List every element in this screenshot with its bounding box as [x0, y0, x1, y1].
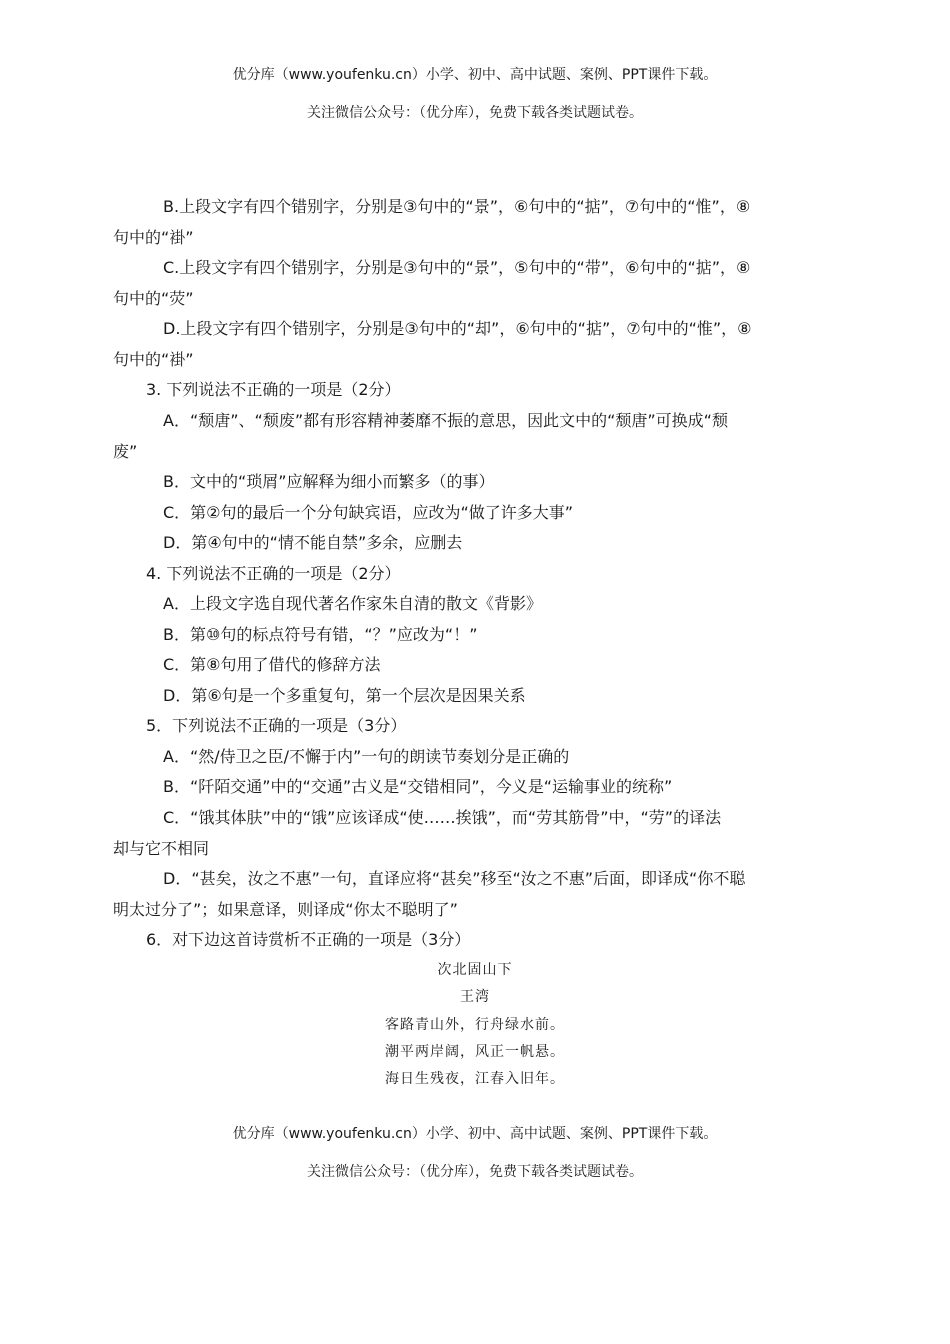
header-line-1: 优分库（www.youfenku.cn）小学、初中、高中试题、案例、PPT课件下载。: [232, 67, 718, 83]
q3-option-a-line2: 废”: [113, 442, 138, 461]
q3-option-b: B．文中的“琐屑”应解释为细小而繁多（的事）: [163, 472, 495, 491]
q5-option-d-line2: 明太过分了”；如果意译，则译成“你太不聪明了”: [113, 900, 458, 919]
q2-option-c-line1: C.上段文字有四个错别字，分别是③句中的“景”，⑤句中的“带”，⑥句中的“掂”，⑧: [163, 258, 751, 277]
q3-option-c: C．第②句的最后一个分句缺宾语，应改为“做了许多大事”: [163, 503, 574, 522]
q3-stem: 3. 下列说法不正确的一项是（2分）: [146, 380, 401, 399]
footer-line-1: 优分库（www.youfenku.cn）小学、初中、高中试题、案例、PPT课件下载。: [232, 1126, 718, 1142]
q2-option-d-line2: 句中的“褂”: [113, 350, 194, 369]
poem-author: 王湾: [460, 989, 490, 1005]
q5-stem: 5．下列说法不正确的一项是（3分）: [146, 716, 407, 735]
q3-option-d: D．第④句中的“情不能自禁”多余，应删去: [163, 533, 463, 552]
q3-option-a-line1: A．“颓唐”、“颓废”都有形容精神萎靡不振的意思，因此文中的“颓唐”可换成“颓: [163, 411, 728, 430]
q5-option-c-line2: 却与它不相同: [113, 839, 210, 858]
poem-line: 客路青山外，行舟绿水前。: [385, 1017, 565, 1033]
q5-option-a: A．“然/侍卫之臣/不懈于内”一句的朗读节奏划分是正确的: [163, 747, 570, 766]
q4-stem: 4. 下列说法不正确的一项是（2分）: [146, 564, 401, 583]
q4-option-c: C．第⑧句用了借代的修辞方法: [163, 655, 381, 674]
poem-line: 潮平两岸阔，风正一帆悬。: [385, 1044, 565, 1060]
q4-option-b: B．第⑩句的标点符号有错，“？”应改为“！”: [163, 625, 478, 644]
q2-option-d-line1: D.上段文字有四个错别字，分别是③句中的“却”，⑥句中的“掂”，⑦句中的“惟”，⑧: [163, 319, 752, 338]
poem-title: 次北固山下: [437, 962, 513, 978]
q6-stem: 6．对下边这首诗赏析不正确的一项是（3分）: [146, 930, 471, 949]
q2-option-b-line1: B.上段文字有四个错别字，分别是③句中的“景”，⑥句中的“掂”，⑦句中的“惟”，⑧: [163, 197, 751, 216]
poem-line: 海日生残夜，江春入旧年。: [385, 1071, 565, 1087]
q2-option-c-line2: 句中的“荧”: [113, 289, 194, 308]
footer-line-2: 关注微信公众号：（优分库），免费下载各类试题试卷。: [307, 1164, 643, 1180]
q4-option-a: A．上段文字选自现代著名作家朱自清的散文《背影》: [163, 594, 542, 613]
header-line-2: 关注微信公众号：（优分库），免费下载各类试题试卷。: [307, 105, 643, 121]
q5-option-c-line1: C．“饿其体肤”中的“饿”应该译成“使……挨饿”，而“劳其筋骨”中，“劳”的译法: [163, 808, 722, 827]
q5-option-d-line1: D．“甚矣，汝之不惠”一句，直译应将“甚矣”移至“汝之不惠”后面，即译成“你不聪: [163, 869, 746, 888]
q5-option-b: B．“阡陌交通”中的“交通”古义是“交错相同”，今义是“运输事业的统称”: [163, 777, 673, 796]
q2-option-b-line2: 句中的“褂”: [113, 228, 194, 247]
q4-option-d: D．第⑥句是一个多重复句，第一个层次是因果关系: [163, 686, 526, 705]
